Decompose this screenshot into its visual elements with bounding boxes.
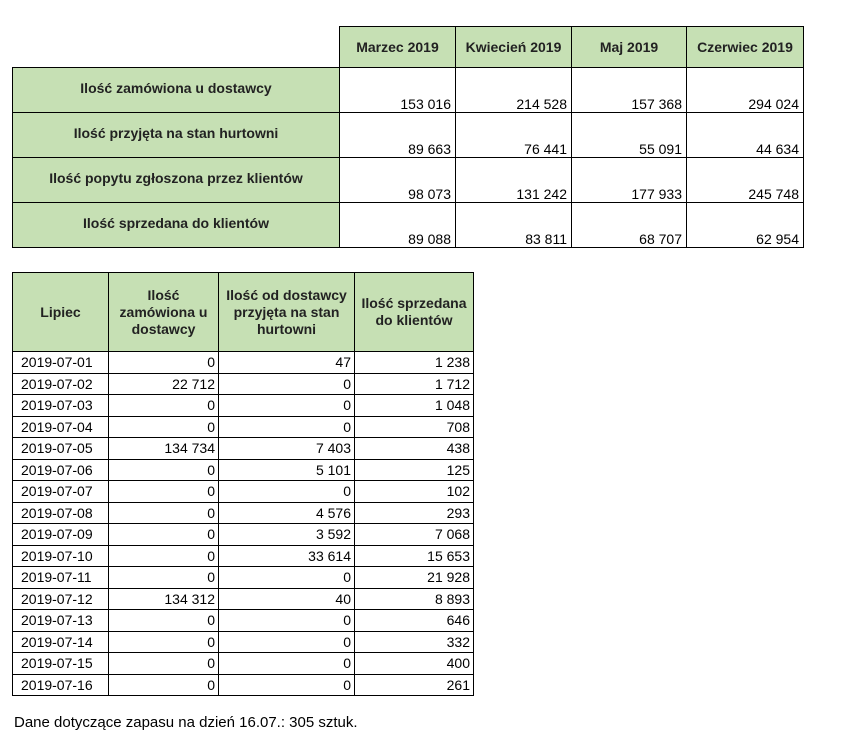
column-header-received: Ilość od dostawcy przyjęta na stan hurtowni [219,273,355,352]
column-header-month: Lipiec [13,273,109,352]
date-cell: 2019-07-15 [13,653,109,675]
value-cell: 293 [355,502,474,524]
value-cell: 44 634 [687,113,804,158]
value-cell: 0 [109,459,219,481]
table-row [13,631,474,653]
date-cell: 2019-07-14 [13,631,109,653]
table-row [13,653,474,675]
value-cell: 0 [219,373,355,395]
value-cell: 0 [109,481,219,503]
date-cell: 2019-07-06 [13,459,109,481]
value-cell: 0 [219,610,355,632]
value-cell: 4 576 [219,502,355,524]
value-cell: 400 [355,653,474,675]
value-cell: 131 242 [456,158,572,203]
date-cell: 2019-07-11 [13,567,109,589]
value-cell: 83 811 [456,203,572,248]
value-cell: 98 073 [340,158,456,203]
value-cell: 62 954 [687,203,804,248]
monthly-summary-table [12,26,804,248]
date-cell: 2019-07-03 [13,395,109,417]
date-cell: 2019-07-16 [13,674,109,696]
row-label: Ilość przyjęta na stan hurtowni [13,113,340,158]
value-cell: 0 [219,653,355,675]
table-row [13,352,474,374]
row-label: Ilość popytu zgłoszona przez klientów [13,158,340,203]
value-cell: 1 712 [355,373,474,395]
date-cell: 2019-07-05 [13,438,109,460]
table-row [13,481,474,503]
value-cell: 294 024 [687,68,804,113]
table-row [13,395,474,417]
daily-header-row [13,273,474,352]
value-cell: 0 [219,567,355,589]
value-cell: 0 [109,674,219,696]
value-cell: 261 [355,674,474,696]
value-cell: 102 [355,481,474,503]
value-cell: 7 403 [219,438,355,460]
value-cell: 0 [219,395,355,417]
value-cell: 0 [109,545,219,567]
value-cell: 177 933 [572,158,687,203]
value-cell: 7 068 [355,524,474,546]
value-cell: 47 [219,352,355,374]
row-label: Ilość sprzedana do klientów [13,203,340,248]
date-cell: 2019-07-07 [13,481,109,503]
value-cell: 89 088 [340,203,456,248]
value-cell: 0 [109,524,219,546]
value-cell: 0 [219,416,355,438]
value-cell: 134 734 [109,438,219,460]
summary-row [13,113,804,158]
value-cell: 55 091 [572,113,687,158]
value-cell: 125 [355,459,474,481]
value-cell: 68 707 [572,203,687,248]
date-cell: 2019-07-01 [13,352,109,374]
value-cell: 1 238 [355,352,474,374]
value-cell: 0 [109,416,219,438]
value-cell: 0 [109,395,219,417]
table-row [13,459,474,481]
table-row [13,610,474,632]
value-cell: 438 [355,438,474,460]
value-cell: 5 101 [219,459,355,481]
value-cell: 21 928 [355,567,474,589]
column-header-ordered: Ilość zamówiona u dostawcy [109,273,219,352]
value-cell: 332 [355,631,474,653]
value-cell: 40 [219,588,355,610]
daily-table-body [13,352,474,696]
date-cell: 2019-07-10 [13,545,109,567]
table-row [13,373,474,395]
value-cell: 0 [109,352,219,374]
value-cell: 15 653 [355,545,474,567]
table-row [13,567,474,589]
date-cell: 2019-07-12 [13,588,109,610]
summary-row [13,158,804,203]
month-header-row [13,27,804,68]
month-header: Marzec 2019 [340,27,456,68]
value-cell: 245 748 [687,158,804,203]
date-cell: 2019-07-04 [13,416,109,438]
value-cell: 0 [109,610,219,632]
value-cell: 708 [355,416,474,438]
value-cell: 646 [355,610,474,632]
value-cell: 8 893 [355,588,474,610]
month-header: Kwiecień 2019 [456,27,572,68]
daily-july-table [12,272,474,696]
value-cell: 76 441 [456,113,572,158]
corner-blank [13,27,340,68]
table-row [13,674,474,696]
value-cell: 89 663 [340,113,456,158]
table-row [13,416,474,438]
value-cell: 33 614 [219,545,355,567]
value-cell: 0 [219,674,355,696]
month-header: Maj 2019 [572,27,687,68]
date-cell: 2019-07-08 [13,502,109,524]
value-cell: 214 528 [456,68,572,113]
summary-row [13,203,804,248]
value-cell: 0 [219,481,355,503]
table-row [13,502,474,524]
value-cell: 0 [109,567,219,589]
table-row [13,588,474,610]
stock-footnote: Dane dotyczące zapasu na dzień 16.07.: 305 sztuk. [14,714,358,731]
value-cell: 0 [109,631,219,653]
value-cell: 153 016 [340,68,456,113]
value-cell: 22 712 [109,373,219,395]
value-cell: 134 312 [109,588,219,610]
date-cell: 2019-07-09 [13,524,109,546]
date-cell: 2019-07-02 [13,373,109,395]
value-cell: 0 [109,653,219,675]
table-row [13,438,474,460]
value-cell: 0 [219,631,355,653]
row-label: Ilość zamówiona u dostawcy [13,68,340,113]
summary-row [13,68,804,113]
value-cell: 157 368 [572,68,687,113]
table-row [13,524,474,546]
value-cell: 1 048 [355,395,474,417]
column-header-sold: Ilość sprzedana do klientów [355,273,474,352]
value-cell: 3 592 [219,524,355,546]
table-row [13,545,474,567]
value-cell: 0 [109,502,219,524]
date-cell: 2019-07-13 [13,610,109,632]
month-header: Czerwiec 2019 [687,27,804,68]
